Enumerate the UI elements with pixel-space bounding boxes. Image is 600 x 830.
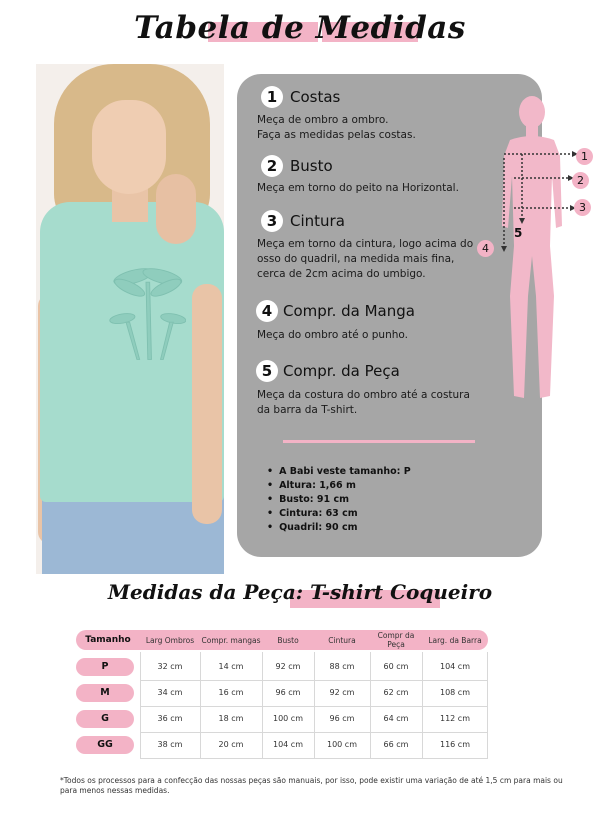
table-cell: 34 cm [157,688,183,697]
figure-label-1: 1 [576,148,593,165]
table-cell: 20 cm [218,740,244,749]
table-cell: 64 cm [383,714,409,723]
model-info-item: • A Babi veste tamanho: P [267,466,411,477]
table-cell: 108 cm [439,688,470,697]
table-cell: 14 cm [218,662,244,671]
table-cell: 66 cm [383,740,409,749]
footnote: *Todos os processos para a confecção das nossas peças são manuais, por isso, pode existir uma variação de até 1,5 cm para mais ou para menos nessas medidas. [60,776,563,795]
section-2-title: Busto [290,157,333,175]
section-3-number: 3 [261,210,283,232]
section-3-desc-line: Meça em torno da cintura, logo acima do [257,238,474,250]
section-1-title: Costas [290,88,341,106]
page-title-block [0,6,600,56]
model-info-item: • Quadril: 90 cm [267,522,358,533]
section-4-title: Compr. da Manga [283,302,415,320]
table-header-size: Tamanho [85,634,131,645]
palm-tree-print-icon [106,264,186,364]
section-5-number: 5 [256,360,278,382]
figure-label-3: 3 [574,199,591,216]
table-cell: 100 cm [326,740,357,749]
table-header: Larg. da Barra [428,635,482,645]
model-photo [36,64,224,574]
section-5-desc-line: da barra da T-shirt. [257,404,358,416]
section-2-desc [257,181,459,196]
section-1-desc [257,113,416,143]
section-5-title: Compr. da Peça [283,362,400,380]
figure-label-4: 4 [477,240,494,257]
section-4-desc-line: Meça do ombro até o punho. [257,329,408,341]
section-1-number: 1 [261,86,283,108]
table-cell: 60 cm [383,662,409,671]
table-cell: 104 cm [439,662,470,671]
table-cell: 38 cm [157,740,183,749]
figure-label-2: 2 [572,172,589,189]
table-cell: 96 cm [275,688,301,697]
body-figure [482,96,600,411]
table-cell: 100 cm [272,714,303,723]
right-arm [192,284,222,524]
section-4-desc [257,328,408,343]
face [92,100,166,194]
model-info-item: • Busto: 91 cm [267,494,349,505]
section-5-desc-line: Meça da costura do ombro até a costura [257,389,470,401]
table-header: Busto [277,635,299,645]
body-silhouette-icon [490,96,600,411]
table-title-block [0,578,600,618]
section-2-number: 2 [261,155,283,177]
hand [156,174,196,244]
size-label-m: M [76,684,134,702]
table-cell: 62 cm [383,688,409,697]
table-cell: 92 cm [329,688,355,697]
model-info-item: • Altura: 1,66 m [267,480,356,491]
section-3-desc-line: osso do quadril, na medida mais fina, [257,253,455,265]
size-label-gg: GG [76,736,134,754]
table-header: Compr da Peça [377,631,415,649]
table-cell: 88 cm [329,662,355,671]
table-cell: 18 cm [218,714,244,723]
section-2-desc-line: Meça em torno do peito na Horizontal. [257,182,459,194]
table-header: Larg Ombros [145,635,195,645]
table-cell: 104 cm [272,740,303,749]
page-title: Tabela de Medidas [134,10,466,46]
section-4-number: 4 [256,300,278,322]
section-1-desc-line: Meça de ombro a ombro. [257,114,389,126]
section-3-desc [257,237,473,282]
figure-label-5: 5 [514,226,523,240]
size-label-g: G [76,710,134,728]
table-cell: 112 cm [439,714,470,723]
section-3-desc-line: cerca de 2cm acima do umbigo. [257,268,426,280]
table-cell: 96 cm [329,714,355,723]
model-info-item: • Cintura: 63 cm [267,508,358,519]
table-header: Cintura [328,635,356,645]
table-cell: 36 cm [157,714,183,723]
section-3-title: Cintura [290,212,345,230]
table-cell: 116 cm [439,740,470,749]
table-title: Medidas da Peça: T-shirt Coqueiro [107,580,493,604]
table-cell: 92 cm [275,662,301,671]
section-5-desc [257,388,470,418]
table-header: Compr. mangas [201,635,261,645]
section-1-desc-line: Faça as medidas pelas costas. [257,129,416,141]
grid-line [140,758,488,759]
table-cell: 16 cm [218,688,244,697]
panel-divider [283,440,475,443]
table-cell: 32 cm [157,662,183,671]
size-label-p: P [76,658,134,676]
